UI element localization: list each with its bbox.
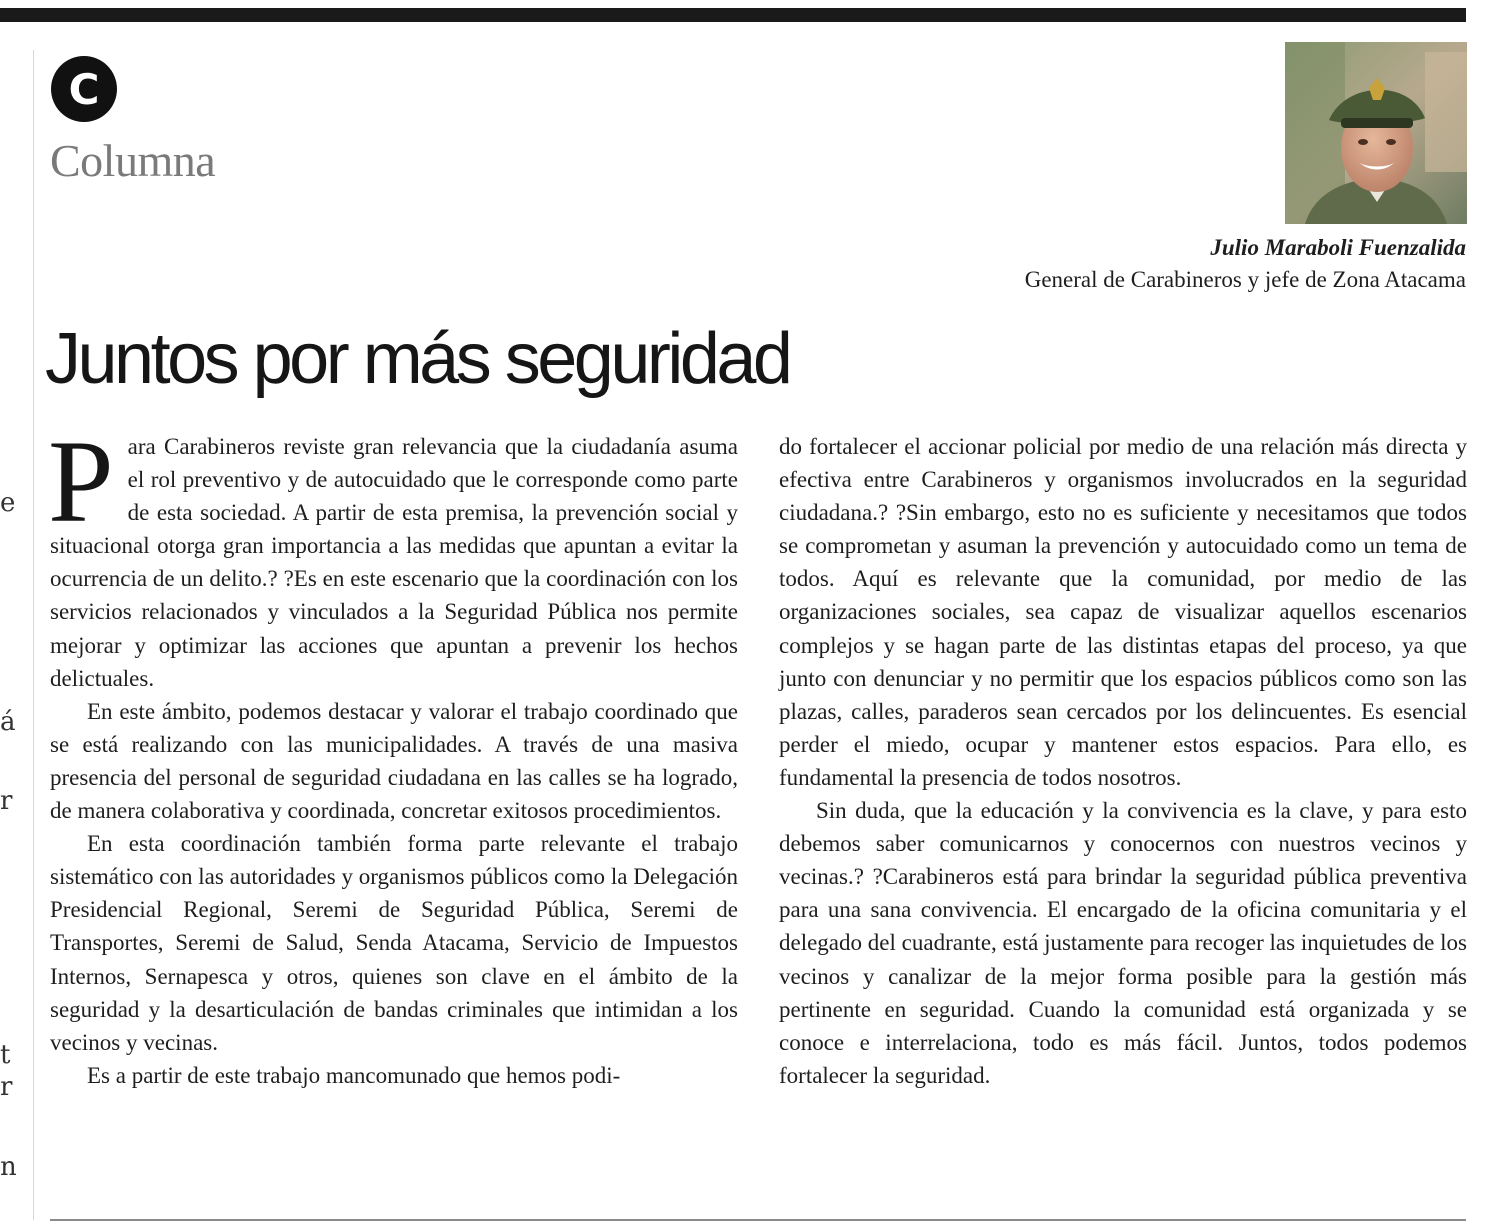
paragraph bbox=[48, 416, 738, 695]
author-name: Julio Maraboli Fuenzalida bbox=[1210, 235, 1466, 260]
author-role: General de Carabineros y jefe de Zona Atacama bbox=[1024, 267, 1466, 292]
article-column-right bbox=[779, 430, 1467, 1092]
edge-fragment: e bbox=[0, 488, 16, 518]
edge-fragment: r bbox=[0, 786, 13, 816]
edge-fragment: n bbox=[0, 1152, 17, 1182]
paragraph-text: ara Carabineros reviste gran relevancia que la ciudadanía asuma el rol preventivo y de autocuidado que le corresponde como parte de esta sociedad. A partir de esta premisa, la prevención social y situacional otorga gran importancia a las medidas que apuntan a evitar la ocurrencia de un delito.? ?Es en este escenario que la coordinación con los servicios relacionados y vinculados a la Seguridad Pública nos permite mejorar y optimizar las acciones que apuntan a prevenir los hechos delictuales. bbox=[50, 434, 738, 691]
author-byline bbox=[1025, 232, 1466, 296]
paragraph: En este ámbito, podemos destacar y valorar el trabajo coordinado que se está realizando con las municipalidades. A través de una masiva presencia del personal de seguridad ciudadana en las calles se ha logrado, de manera colaborativa y coordinada, concretar exitosos procedimientos. bbox=[50, 698, 738, 824]
paragraph: do fortalecer el accionar policial por medio de una relación más directa y efectiva entre Carabineros y organismos involucrados en la seguridad ciudadana.? ?Sin embargo, esto no es suficiente y necesitamos que todos se comprometan y asuman la prevención y autocuidado como un tema de todos. Aquí es relevante que la comunidad, por medio de las organizaciones sociales, sea capaz de visualizar aquellos escenarios complejos y se hagan parte de las distintas etapas del proceso, ya que junto con denunciar y no permitir que los espacios públicos como son las plazas, calles, paraderos sean cercados por los delincuentes. Es esencial perder el miedo, ocupar y mantener estos espacios. Para ello, es fundamental la presencia de todos nosotros. bbox=[779, 434, 1467, 790]
column-divider bbox=[33, 50, 34, 1220]
edge-fragment: á bbox=[0, 707, 16, 737]
author-portrait bbox=[1285, 42, 1467, 224]
edge-fragment: t bbox=[0, 1040, 11, 1070]
section-label: Columna bbox=[50, 135, 216, 186]
article-column-left bbox=[48, 416, 738, 1092]
paragraph: En esta coordinación también forma parte relevante el trabajo sistemático con las autoridades y organismos públicos como la Delegación Presidencial Regional, Seremi de Seguridad Pública, Seremi de Transportes, Seremi de Salud, Senda Atacama, Servicio de Impuestos Internos, Sernapesca y otros, quienes son clave en el ámbito de la seguridad y la desarticulación de bandas criminales que intimidan a los vecinos y vecinas. bbox=[50, 831, 738, 1055]
headline: Juntos por más seguridad bbox=[45, 319, 790, 399]
bottom-rule bbox=[50, 1219, 1466, 1221]
paragraph: Es a partir de este trabajo mancomunado que hemos podi- bbox=[87, 1062, 621, 1088]
section-badge bbox=[51, 56, 117, 122]
edge-fragment: r bbox=[0, 1072, 13, 1102]
drop-cap: P bbox=[48, 416, 114, 547]
paragraph: Sin duda, que la educación y la convivencia es la clave, y para esto debemos saber comunicarnos y conocernos con nuestros vecinos y vecinas.? ?Carabineros está para brindar la seguridad pública preventiva para una sana convivencia. El encargado de la oficina comunitaria y el delegado del cuadrante, está justamente para recoger las inquietudes de los vecinos y canalizar de la mejor forma posible para la gestión más pertinente en seguridad. Cuando la comunidad está organizada y se conoce e interrelaciona, todo es más fácil. Juntos, todos podemos fortalecer la seguridad. bbox=[779, 798, 1467, 1088]
top-rule bbox=[0, 8, 1466, 22]
section-badge-letter: C bbox=[68, 64, 100, 114]
